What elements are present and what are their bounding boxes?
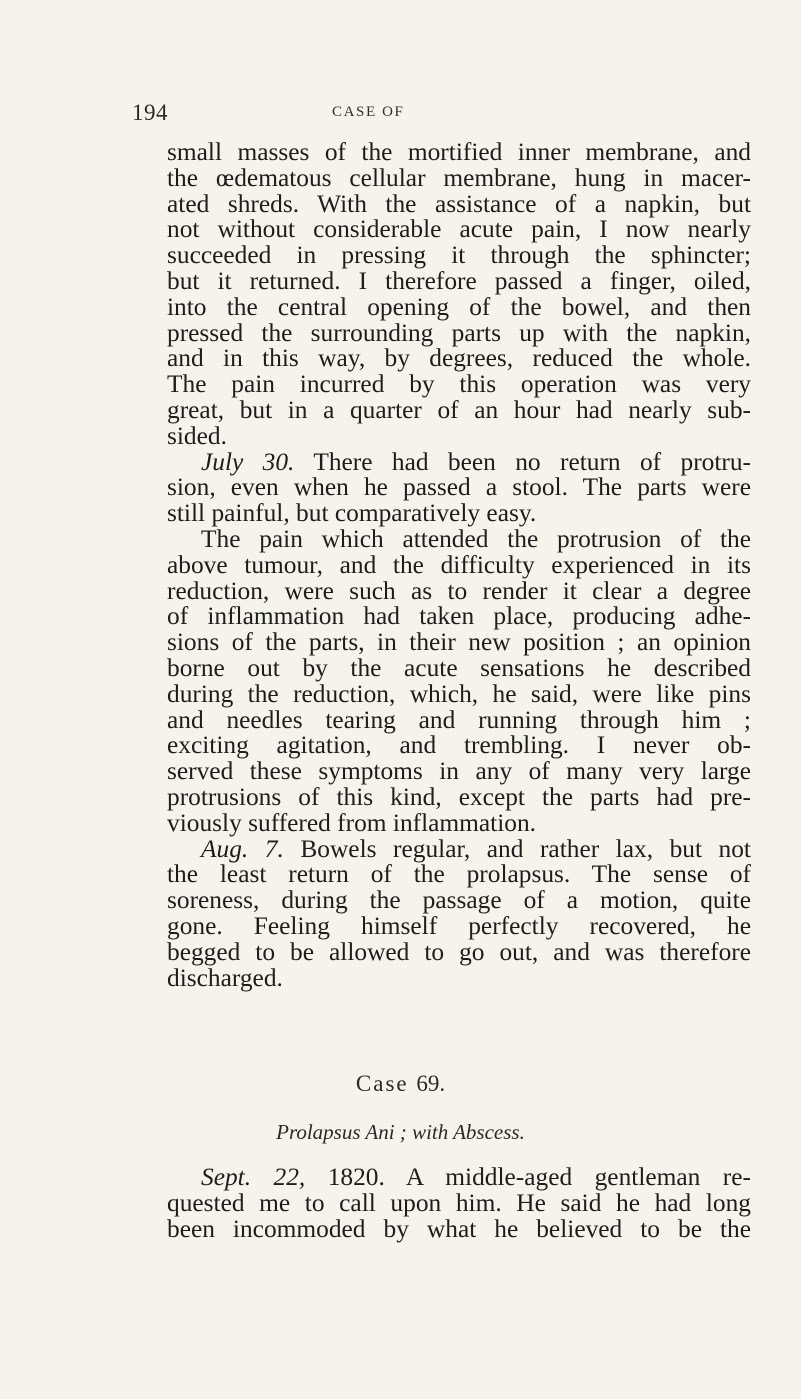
text-line: small masses of the mortified inner membrane, and — [167, 138, 751, 166]
sept-entry-first-line — [167, 1165, 751, 1191]
text-line: pressed the surrounding parts up with the napkin, — [167, 318, 751, 347]
text-line: The pain which attended the protrusion of the — [201, 524, 751, 553]
sept-text: 1820. A middle-aged gentleman re- — [327, 1163, 751, 1191]
case-number: 69. — [416, 1071, 446, 1096]
text-line: into the central opening of the bowel, and then — [167, 292, 751, 321]
text-line: during the reduction, which, he said, were like pins — [167, 679, 751, 708]
case-subtitle — [0, 1120, 801, 1145]
text-line: exciting agitation, and trembling. I never ob- — [167, 731, 751, 760]
july-text: There had been no return of protru- — [313, 447, 752, 476]
text-line: discharged. — [167, 963, 283, 992]
text-line: quested me to call upon him. He said he had long — [167, 1188, 751, 1217]
aug-entry-first-line — [167, 834, 751, 863]
text-line: still painful, but comparatively easy. — [167, 499, 537, 528]
text-line: the œdematous cellular membrane, hung in macer- — [167, 163, 751, 192]
text-line: gone. Feeling himself perfectly recovered, he — [167, 911, 751, 940]
text-line: and in this way, by degrees, reduced the whole. — [167, 344, 751, 373]
text-line: sided. — [167, 421, 227, 450]
text-line: been incommoded by what he believed to be the — [167, 1214, 751, 1243]
text-line: the least return of the prolapsus. The sense of — [167, 860, 751, 889]
text-line: above tumour, and the difficulty experienced in its — [167, 550, 751, 579]
text-line: viously suffered from inflammation. — [167, 808, 537, 837]
text-line: borne out by the acute sensations he described — [167, 653, 751, 682]
text-line: sion, even when he passed a stool. The parts were — [167, 473, 751, 502]
case-heading — [0, 1071, 801, 1097]
case-subtitle-condition: Prolapsus Ani ; — [276, 1120, 407, 1144]
running-title: CASE OF — [332, 104, 405, 120]
aug-text: Bowels regular, and rather lax, but not — [300, 834, 751, 863]
text-line: great, but in a quarter of an hour had nearly sub- — [167, 395, 751, 424]
text-line: served these symptoms in any of many very large — [167, 757, 751, 786]
page-number: 194 — [132, 100, 168, 125]
text-line: and needles tearing and running through him ; — [167, 705, 751, 734]
case-subtitle-detail: with Abscess. — [412, 1120, 525, 1144]
text-line: sions of the parts, in their new position ; an opinion — [167, 628, 751, 657]
sept-date: Sept. 22, — [201, 1163, 306, 1191]
main-text — [167, 140, 751, 991]
case-label: Case — [355, 1071, 409, 1096]
text-line: begged to be allowed to go out, and was therefore — [167, 937, 751, 966]
text-line: of inflammation had taken place, producing adhe- — [167, 602, 751, 631]
july-date: July 30. — [201, 447, 295, 476]
text-line: The pain incurred by this operation was very — [167, 370, 751, 399]
text-line: but it returned. I therefore passed a finger, oiled, — [167, 266, 751, 295]
running-head — [132, 100, 752, 130]
text-line: ated shreds. With the assistance of a napkin, but — [167, 189, 751, 218]
text-line: soreness, during the passage of a motion, quite — [167, 886, 751, 915]
aug-date: Aug. 7. — [201, 834, 284, 863]
text-line: protrusions of this kind, except the parts had pre- — [167, 782, 751, 811]
text-line: not without considerable acute pain, I now nearly — [167, 215, 751, 244]
july-entry-first-line — [167, 447, 752, 476]
text-line: reduction, were such as to render it clear a degree — [167, 576, 751, 605]
case-69-text — [167, 1165, 751, 1242]
text-line: succeeded in pressing it through the sphincter; — [167, 241, 751, 270]
